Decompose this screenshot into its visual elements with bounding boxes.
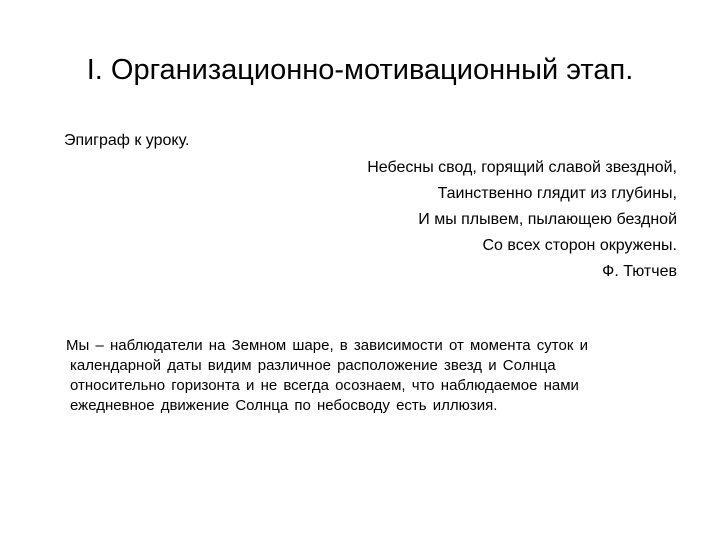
poem-line: Таинственно глядит из глубины, [437, 185, 677, 202]
poem-author: Ф. Тютчев [602, 263, 677, 280]
poem-line: И мы плывем, пылающею бездной [418, 211, 677, 228]
paragraph-line: Мы – наблюдатели на Земном шаре, в зависимости от момента суток и [66, 337, 588, 354]
slide-title: I. Организационно-мотивационный этап. [86, 54, 634, 86]
paragraph-line: календарной даты видим различное расположение звезд и Солнца [70, 357, 556, 374]
poem-epigraph [257, 155, 677, 285]
paragraph-line: относительно горизонта и не всегда осознаем, что наблюдаемое нами [70, 377, 579, 394]
poem-line: Небесны свод, горящий славой звездной, [367, 159, 677, 176]
epigraph-label: Эпиграф к уроку. [64, 132, 190, 149]
paragraph-line: ежедневное движение Солнца по небосводу есть иллюзия. [70, 397, 498, 414]
body-paragraph [66, 336, 646, 416]
poem-line: Со всех сторон окружены. [482, 237, 677, 254]
